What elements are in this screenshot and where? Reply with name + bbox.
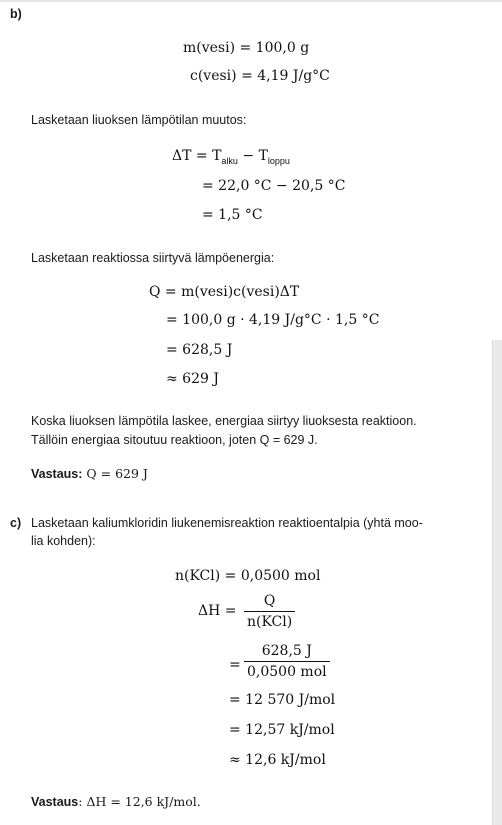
fraction1-numerator: Q [263,593,276,609]
q-line1: Q = m(vesi)c(vesi)ΔT [149,284,300,300]
dh-lhs: ΔH = [198,603,237,619]
delta-t-equation [172,148,290,166]
dh-line5: ≈ 12,6 kJ/mol [229,752,326,768]
q-line2: = 100,0 g · 4,19 J/g°C · 1,5 °C [166,312,380,328]
text-heat-energy: Lasketaan reaktiossa siirtyvä lämpöenergia: [31,251,275,265]
answer-b-value: Q = 629 J [82,466,148,481]
delta-t-line1: ΔT = T [172,148,222,164]
answer-c-value: : ΔH = 12,6 kJ/mol. [78,794,201,809]
fraction2-denominator: 0,0500 mol [247,664,327,680]
part-c-label: c) [10,516,22,530]
answer-b [31,466,148,481]
delta-t-minus: − T [237,148,268,164]
intro-line1: Lasketaan kaliumkloridin liukenemisreaktion reaktioentalpia (yhtä moo- [31,516,423,530]
scrollbar[interactable] [492,340,502,825]
delta-t-line2: = 22,0 °C − 20,5 °C [202,178,346,194]
answer-c-label: Vastaus [31,795,79,809]
delta-t-sub-end: loppu [267,155,290,166]
intro-line2: lia kohden): [31,534,96,548]
delta-t-line3: = 1,5 °C [202,207,263,223]
dh-line3: = 12 570 J/mol [229,692,336,708]
conclusion-line1: Koska liuoksen lämpötila laskee, energiaa siirtyy liuoksesta reaktioon. [31,414,417,428]
q-line3: = 628,5 J [166,342,233,358]
fraction1-denominator: n(KCl) [247,614,293,630]
dh-line4: = 12,57 kJ/mol [229,722,335,738]
fraction-q-over-n [244,593,295,630]
q-line4: ≈ 629 J [166,371,219,387]
fraction2-numerator: 628,5 J [261,643,312,659]
given-heat-capacity: c(vesi) = 4,19 J/g°C [190,68,330,84]
top-border [0,0,502,2]
amount-kcl: n(KCl) = 0,0500 mol [175,568,321,584]
text-temperature-change: Lasketaan liuoksen lämpötilan muutos: [31,113,247,127]
conclusion-line2: Tällöin energiaa sitoutuu reaktioon, joten Q = 629 J. [31,433,318,447]
part-b-label: b) [10,7,22,21]
given-mass: m(vesi) = 100,0 g [183,40,310,56]
dh-eq: = [229,657,241,673]
answer-b-label: Vastaus: [31,467,83,481]
delta-t-sub-start: alku [221,155,238,166]
answer-c [31,794,201,809]
fraction-values [244,643,330,680]
